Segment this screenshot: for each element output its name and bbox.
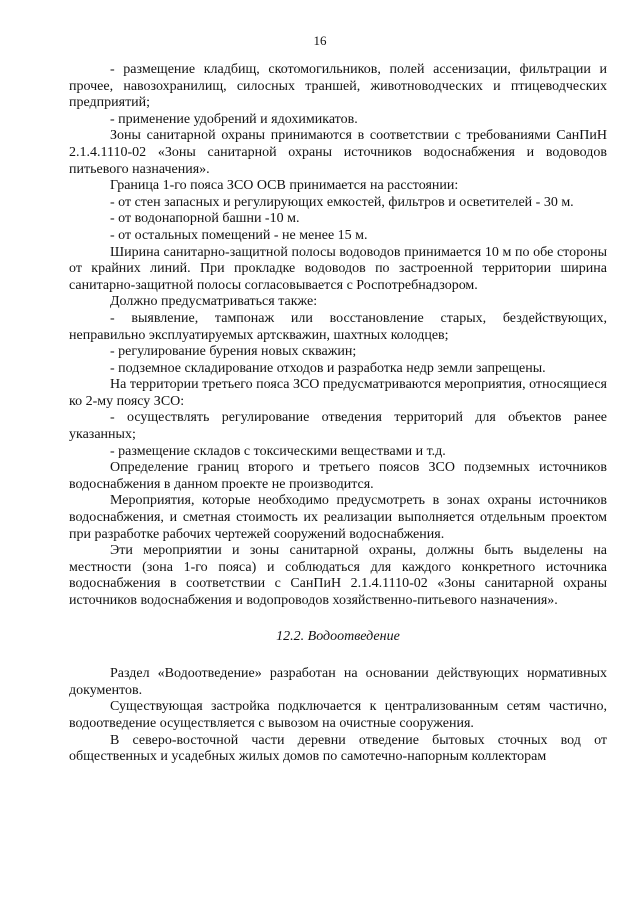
document-body [69, 62, 607, 766]
paragraph: - регулирование бурения новых скважин; [110, 344, 357, 360]
paragraph: - выявление, тампонаж или восстановление старых, бездействующих, неправильно эксплуатируемых артскважин, шахтных колодцев; [69, 310, 607, 343]
paragraph: - от остальных помещений - не менее 15 м. [110, 227, 368, 243]
paragraph: На территории третьего пояса ЗСО предусматриваются мероприятия, относящиеся ко 2-му поясу ЗСО: [69, 377, 607, 409]
paragraph: Определение границ второго и третьего поясов ЗСО подземных источников водоснабжения в данном проекте не производится. [69, 460, 607, 492]
paragraph: Раздел «Водоотведение» разработан на основании действующих нормативных документов. [69, 666, 607, 698]
paragraph: - от водонапорной башни -10 м. [110, 211, 300, 227]
paragraph: Эти мероприятии и зоны санитарной охраны, должны быть выделены на местности (зона 1-го пояса) и соблюдаться для каждого конкретного источника водоснабжения в соответствии с СанПиН 2.1.4.1110-02 «Зоны санитарной охраны источников водоснабжения и водопроводов хозяйственно-питьевого назначения». [69, 543, 607, 608]
paragraph: Существующая застройка подключается к централизованным сетям частично, водоотведение осуществляется с вывозом на очистные сооружения. [69, 699, 607, 731]
paragraph: - от стен запасных и регулирующих емкостей, фильтров и осветителей - 30 м. [110, 194, 574, 210]
paragraph: Мероприятия, которые необходимо предусмотреть в зонах охраны источников водоснабжения, и сметная стоимость их реализации выполняется отдельным проектом при разработке рабочих чертежей сооружений водоснабжения. [69, 493, 607, 542]
page-number: 16 [313, 33, 327, 48]
paragraph: - осуществлять регулирование отведения территорий для объектов ранее указанных; [69, 410, 607, 443]
paragraph: - размещение кладбищ, скотомогильников, полей ассенизации, фильтрации и прочее, навозохранилищ, силосных траншей, животноводческих и птицеводческих предприятий; [69, 62, 607, 111]
paragraph: Ширина санитарно-защитной полосы водоводов принимается 10 м по обе стороны от крайних линий. При прокладке водоводов по застроенной территории ширина санитарно-защитной полосы согласовывается с Роспотребнадзором. [69, 244, 607, 293]
section-heading: 12.2. Водоотведение [276, 628, 400, 644]
paragraph: - подземное складирование отходов и разработка недр земли запрещены. [110, 360, 546, 376]
paragraph: Должно предусматриваться также: [110, 294, 318, 310]
paragraph: Граница 1-го пояса ЗСО ОСВ принимается на расстоянии: [110, 178, 459, 194]
paragraph: - применение удобрений и ядохимикатов. [110, 111, 358, 127]
paragraph: - размещение складов с токсическими веществами и т.д. [110, 443, 446, 459]
paragraph: В северо-восточной части деревни отведение бытовых сточных вод от общественных и усадебных жилых домов по самотечно-напорным коллекторам [69, 732, 607, 765]
paragraph: Зоны санитарной охраны принимаются в соответствии с требованиями СанПиН 2.1.4.1110-02 «Зоны санитарной охраны источников водоснабжения и водоводов питьевого назначения». [69, 128, 607, 177]
